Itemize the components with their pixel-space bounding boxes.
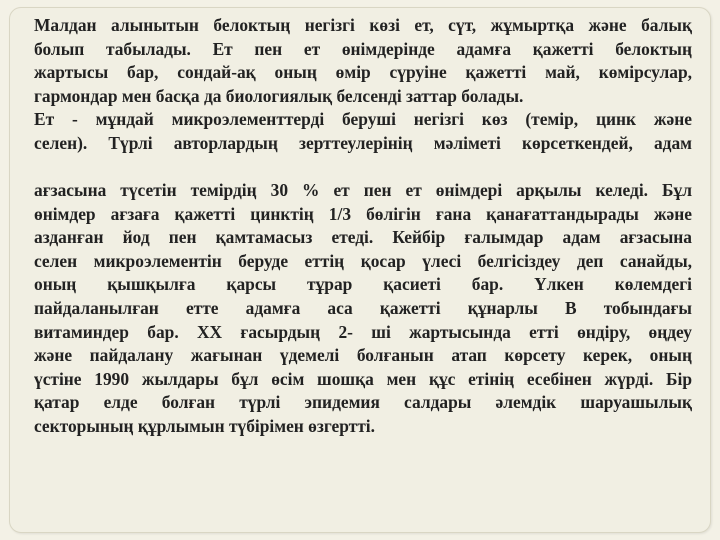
paragraph-2-line: оның қышқылға қарсы тұрар қасиеті бар. Үлкен көлемдегі [34, 274, 692, 295]
paragraph-2-line: витаминдер бар. XX ғасырдың 2- ші жартысында етті өндіру, өңдеу [34, 321, 692, 342]
paragraph-2-line: секторының құрлымын түбірімен өзгертті. [34, 415, 375, 436]
paragraph-1-line: гармондар мен басқа да биологиялық белсенді заттар болады. [34, 85, 524, 106]
paragraph-2-line: және пайдалану жағынан үдемелі болғанын атап көрсету керек, оның [34, 345, 692, 366]
paragraph-1-line: жартысы бар, сондай-ақ оның өмір сүруіне қажетті май, көмірсулар, [34, 62, 692, 83]
paragraph-1-line: Ет - мұндай микроэлементтерді беруші негізгі көз (темір, цинк және [34, 109, 692, 130]
paragraph-1-line: болып табылады. Ет пен ет өнімдерінде адамға қажетті белоктың [34, 38, 692, 59]
paragraph-2-line: пайдаланылған етте адамға аса қажетті құнарлы В тобындағы [34, 297, 692, 318]
paragraph-2-line: азданған йод пен қамтамасыз етеді. Кейбір ғалымдар адам ағзасына [34, 227, 692, 248]
paragraph-2-line: үстіне 1990 жылдары бұл өсім шошқа мен құс етінің есебінен жүрді. Бір [34, 368, 692, 389]
paragraph-1 [34, 14, 692, 156]
paragraph-2-line: өнімдер ағзаға қажетті цинктің 1/3 бөлігін ғана қанағаттандырады және [34, 203, 692, 224]
paragraph-2-line: ағзасына түсетін темірдің 30 % ет пен ет өнімдері арқылы келеді. Бұл [34, 180, 692, 200]
paragraph-2 [34, 179, 692, 439]
paragraph-1-line: селен). Түрлі авторлардың зерттеулерінің мәліметі көрсеткендей, адам [34, 132, 692, 153]
paragraph-2-line: қатар елде болған түрлі эпидемия салдары әлемдік шаруашылық [34, 392, 692, 413]
paragraph-1-line: Малдан алынытын белоктың негізгі көзі ет, сүт, жұмыртқа және балық [34, 15, 692, 35]
paragraph-2-line: селен микроэлементін беруде еттің қосар үлесі белгісіздеу деп санайды, [34, 250, 692, 271]
